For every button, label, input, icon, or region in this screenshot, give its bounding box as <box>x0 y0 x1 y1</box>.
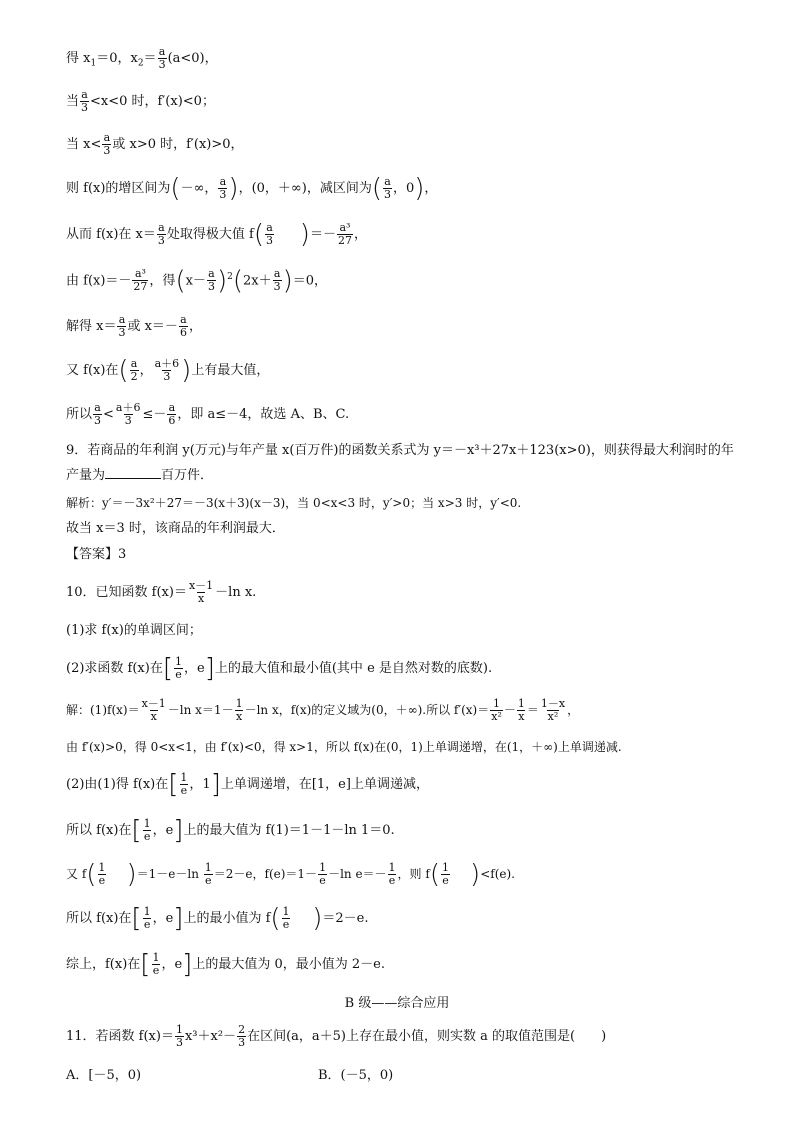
question-9-answer: 【答案】3 <box>66 547 127 562</box>
question-9-analysis: 解析：y′＝－3x²＋27＝－3(x＋3)(x－3)，当 0<x<3 时，y′>0；当 x>3 时，y′<0. <box>66 496 522 510</box>
option-b: B．(－5，0) <box>318 1068 394 1083</box>
solution-line: 由 f(x)＝－ $\frac{\text{a³}}{27}$ ，得(x－ $\frac{a}{3}$ )$^2$(2x＋ $\frac{a}{3}$ )＝0， <box>66 265 328 296</box>
solution-line: 又 f(x)在( $\frac{a}{2}$ ， $\frac{a+6}{3}$ )上有最大值， <box>66 355 270 386</box>
question-9-text: 9．若商品的年利润 y(万元)与年产量 x(百万件)的函数关系式为 y＝－x³＋27x＋123(x>0)，则获得最大利润时的年 <box>66 443 734 458</box>
question-10-part-1: (1)求 f(x)的单调区间； <box>66 623 202 638</box>
question-10-part-2: (2)求函数 f(x)在[ $\frac{1}{e}$ ，e]上的最大值和最小值(其中 e 是自然对数的底数). <box>66 653 493 684</box>
solution-line: 解得 x＝ $\frac{a}{3}$ 或 x＝－ $\frac{a}{6}$ ， <box>66 313 202 339</box>
question-9-conclusion: 故当 x＝3 时，该商品的年利润最大． <box>66 521 285 536</box>
solution-line: 所以 $\frac{a}{3}$ < $\frac{a+6}{3}$ ≤－ $\frac{a}{6}$ ，即 a≤－4，故选 A、B、C. <box>66 401 350 427</box>
question-10-summary: 综上，f(x)在[ $\frac{1}{e}$ ，e]上的最大值为 0，最小值为 2－e. <box>66 949 385 980</box>
question-10-solution-6: 所以 f(x)在[ $\frac{1}{e}$ ，e]上的最小值为 f( $\frac{1}{e}$ )＝2－e. <box>66 903 369 934</box>
question-11-text: 11．若函数 f(x)＝ $\frac{1}{3}$ x³＋x²－ $\frac{2}{3}$ 在区间(a，a＋5)上存在最小值，则实数 a 的取值范围是( ) <box>66 1023 607 1049</box>
solution-line: 当 $\frac{a}{3}$ <x<0 时，f′(x)<0； <box>66 88 215 114</box>
question-9-text-cont: 产量为 百万件． <box>66 468 214 483</box>
question-10-solution-4: 所以 f(x)在[ $\frac{1}{e}$ ，e]上的最大值为 f(1)＝1－1－ln 1＝0. <box>66 815 395 846</box>
question-10-solution-3: (2)由(1)得 f(x)在[ $\frac{1}{e}$ ，1]上单调递增，在[1，e]上单调递减， <box>66 769 429 800</box>
option-a: A．[－5，0) <box>66 1068 142 1083</box>
question-10-solution-2: 由 f′(x)>0，得 0<x<1，由 f′(x)<0，得 x>1，所以 f(x)在(0，1)上单调递增，在(1，＋∞)上单调递减. <box>66 740 622 754</box>
solution-line: 当 x< $\frac{a}{3}$ 或 x>0 时，f′(x)>0， <box>66 131 244 157</box>
question-10-solution-5: 又 f( $\frac{1}{e}$ )＝1－e－ln $\frac{1}{e}$ ＝2－e，f(e)＝1－ $\frac{1}{e}$ －ln e＝－ $\frac{1}{e}$ ，则 f( $\frac{1}{e}$ )<f(e). <box>66 859 515 890</box>
question-10-text: 10．已知函数 f(x)＝ $\frac{x-1}{x}$ －ln x. <box>66 579 257 605</box>
answer-blank <box>105 466 161 479</box>
question-10-solution-1: 解：(1)f(x)＝ $\frac{x-1}{x}$ －ln x＝1－ $\frac{1}{x}$ －ln x，f(x)的定义域为(0，＋∞).所以 f′(x)＝ $\frac{1}{\text{x²}}$ － $\frac{1}{x}$ ＝ $\frac{1-x}{\text{x²}}$ ， <box>66 697 580 723</box>
section-heading: B 级——综合应用 <box>344 996 450 1011</box>
solution-line: 从而 f(x)在 x＝ $\frac{a}{3}$ 处取得极大值 f( $\frac{a}{3}$ )＝－ $\frac{\text{a³}}{27}$ ， <box>66 219 367 250</box>
solution-line: 则 f(x)的增区间为(－∞， $\frac{a}{3}$ )，(0，＋∞)，减区间为( $\frac{a}{3}$ ，0)， <box>66 173 438 204</box>
solution-line: 得 $x_1=0$，$x_2=$ $\frac{a}{3}$ (a<0)， <box>66 45 218 71</box>
